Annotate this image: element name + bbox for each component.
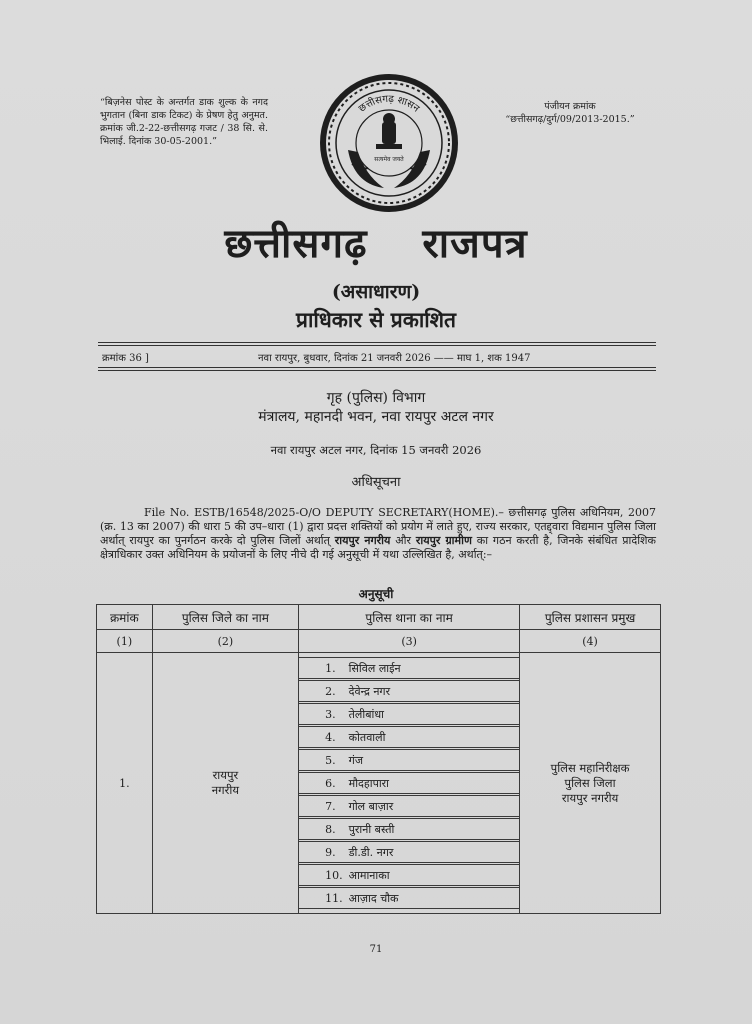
- schedule-number-row: [97, 630, 661, 653]
- notice-body-and: और: [395, 534, 412, 547]
- notice-body-bold2: रायपुर ग्रामीण: [415, 534, 472, 547]
- list-item: 2. देवेन्द्र नगर: [298, 680, 520, 702]
- admin-head-line: रायपुर नगरीय: [561, 790, 619, 805]
- list-item: 11. आज़ाद चौक: [298, 887, 520, 909]
- rule-top-2: [98, 345, 656, 346]
- emblem-motto: सत्यमेव जयते: [374, 156, 404, 163]
- list-item: 3. तेलीबांधा: [298, 703, 520, 725]
- admin-head-line: पुलिस जिला: [564, 775, 616, 790]
- issue-number: क्रमांक 36 ]: [102, 353, 149, 364]
- col-header-district: पुलिस जिले का नाम: [152, 605, 298, 630]
- notice-body-part2: का गठन करती है, जिनके संबंधित प्रादेशिक क्षेत्राधिकार उक्त अधिनियम के प्रयोजनों के लिए नीचे दी गई अनुसूची में यथा उल्लिखित है, अर्थात्:–: [100, 534, 656, 561]
- notice-body-part1: File No. ESTB/16548/2025-O/O DEPUTY SECRETARY(HOME).– छत्तीसगढ़ पुलिस अधिनियम, 2007 (क्र. 13 का 2007) की धारा 5 की उप–धारा (1) द्वारा प्रदत्त शक्तियों को प्रयोग में लाते हुए, राज्य सरकार, एतद्द्वारा विद्यमान पुलिस जिला अर्थात् रायपुर का पुनर्गठन करके दो पुलिस जिलों अर्थात्: [100, 506, 656, 547]
- col-header-head: पुलिस प्रशासन प्रमुख: [520, 605, 661, 630]
- chhattisgarh-emblem-icon: [318, 72, 460, 214]
- row-admin-head: [520, 653, 661, 914]
- list-item: 9. डी.डी. नगर: [298, 841, 520, 863]
- issue-date-line: नवा रायपुर, बुधवार, दिनांक 21 जनवरी 2026 —— माघ 1, शक 1947: [258, 353, 531, 364]
- list-item: 10. आमानाका: [298, 864, 520, 886]
- list-item: 5. गंज: [298, 749, 520, 771]
- list-item: 1. सिविल लाईन: [298, 657, 520, 679]
- row-district: [152, 653, 298, 914]
- col-number-1: (1): [97, 630, 153, 653]
- col-header-station: पुलिस थाना का नाम: [299, 605, 520, 630]
- gazette-type: (असाधारण): [331, 281, 421, 303]
- schedule-table: [96, 604, 661, 914]
- station-list: [299, 657, 519, 909]
- row-stations: [299, 653, 520, 914]
- department-name: गृह (पुलिस) विभाग: [326, 390, 426, 406]
- schedule-header-row: [97, 605, 661, 630]
- col-number-4: (4): [520, 630, 661, 653]
- row-sno: 1.: [97, 653, 153, 914]
- rule-bottom-1: [98, 367, 656, 368]
- table-row: [97, 653, 661, 914]
- registration-label: पंजीयन क्रमांक: [544, 101, 596, 112]
- department-address: मंत्रालय, महानदी भवन, नवा रायपुर अटल नगर: [258, 409, 494, 425]
- rule-bottom-2: [98, 370, 656, 371]
- emblem-text-top: छत्तीसगढ़ शासन: [356, 93, 422, 115]
- list-item: 4. कोतवाली: [298, 726, 520, 748]
- schedule-heading: अनुसूची: [358, 587, 394, 601]
- gazette-title-rajpatra: राजपत्र: [422, 220, 528, 267]
- gazette-title-state: छत्तीसगढ़: [224, 220, 368, 267]
- notice-heading: अधिसूचना: [351, 475, 401, 490]
- col-number-2: (2): [152, 630, 298, 653]
- list-item: 6. मौदहापारा: [298, 772, 520, 794]
- col-header-sno: क्रमांक: [97, 605, 153, 630]
- postal-permission-note: “बिज़नेस पोस्ट के अन्तर्गत डाक शुल्क के नगद भुगतान (बिना डाक टिकट) के प्रेषण हेतु अनुमत. क्रमांक जी.2-22-छत्तीसगढ़ गजट / 38 सि. से. भिलाई. दिनांक 30-05-2001.”: [100, 97, 268, 147]
- registration-block: [485, 100, 655, 126]
- list-item: 7. गोल बाज़ार: [298, 795, 520, 817]
- admin-head-line: पुलिस महानिरीक्षक: [550, 760, 630, 775]
- notice-body: [100, 506, 656, 562]
- district-line: रायपुर: [212, 768, 239, 782]
- list-item: 8. पुरानी बस्ती: [298, 818, 520, 840]
- col-number-3: (3): [299, 630, 520, 653]
- notice-body-bold1: रायपुर नगरीय: [334, 534, 391, 547]
- rule-top-1: [98, 342, 656, 343]
- notice-dateline: नवा रायपुर अटल नगर, दिनांक 15 जनवरी 2026: [270, 443, 482, 457]
- gazette-title: [0, 214, 752, 269]
- district-line: नगरीय: [211, 783, 239, 797]
- registration-number: “छत्तीसगढ़/दुर्ग/09/2013-2015.”: [505, 114, 635, 125]
- page-number: 71: [369, 944, 383, 955]
- gazette-authority: प्राधिकार से प्रकाशित: [296, 307, 456, 332]
